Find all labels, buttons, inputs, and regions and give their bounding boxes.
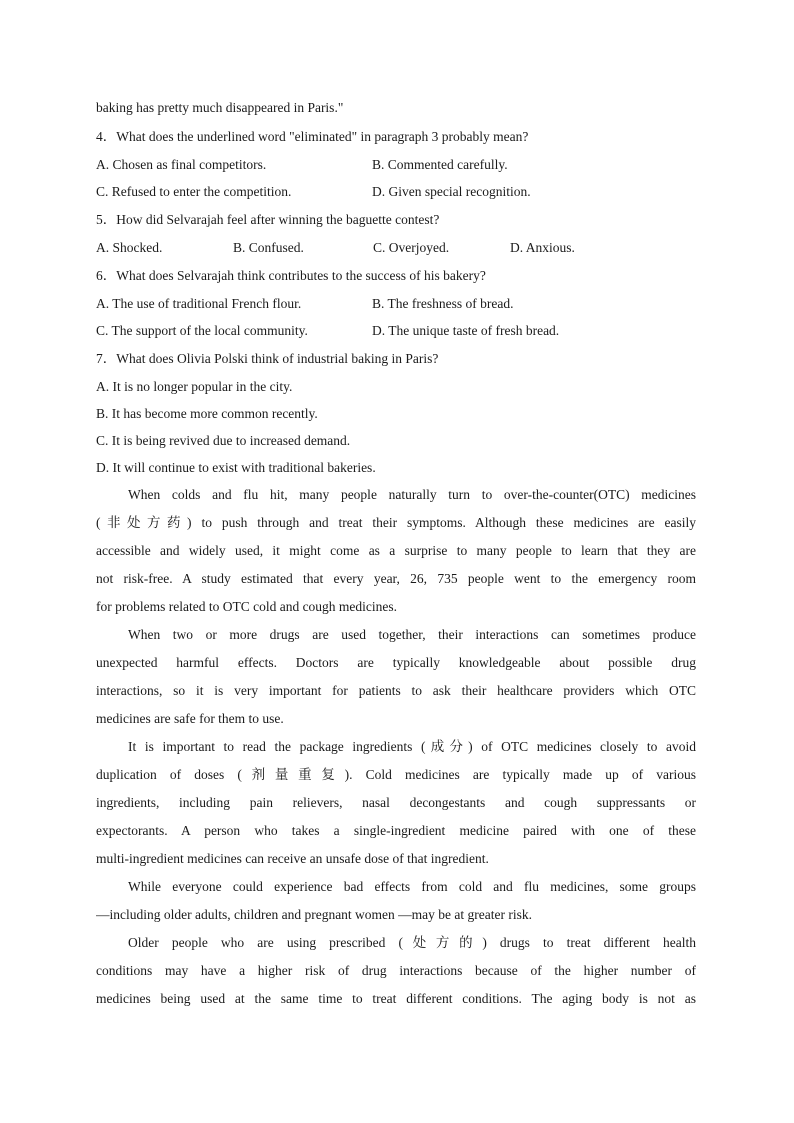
paragraph-line: accessible and widely used, it might come as a surprise to many people to learn that they are xyxy=(96,543,696,558)
question-stem: 6．What does Selvarajah think contributes to the success of his bakery? xyxy=(96,268,486,283)
paragraph-line: not risk-free. A study estimated that every year, 26, 735 people went to the emergency room xyxy=(96,571,696,586)
question-stem: 5．How did Selvarajah feel after winning the baguette contest? xyxy=(96,212,440,227)
paragraph-line: interactions, so it is very important for patients to ask their healthcare providers which OTC xyxy=(96,683,696,698)
paragraph-line: When colds and flu hit, many people naturally turn to over-the-counter(OTC) medicines xyxy=(128,487,696,502)
option-a: A. It is no longer popular in the city. xyxy=(96,379,293,394)
option-row xyxy=(96,290,696,317)
option-b: B. Commented carefully. xyxy=(372,157,508,172)
question-7 xyxy=(96,344,696,481)
passage-paragraph-3 xyxy=(96,733,696,873)
paragraph-line: expectorants. A person who takes a single-ingredient medicine paired with one of these xyxy=(96,823,696,838)
question-4 xyxy=(96,122,696,205)
option-d: D. Given special recognition. xyxy=(372,184,531,199)
paragraph-line: It is important to read the package ingredients (成分) of OTC medicines closely to avoid xyxy=(128,739,696,754)
passage-paragraph-4 xyxy=(96,873,696,929)
option-c: C. The support of the local community. xyxy=(96,323,308,338)
question-stem: 7．What does Olivia Polski think of industrial baking in Paris? xyxy=(96,351,439,366)
paragraph-line: medicines are safe for them to use. xyxy=(96,711,284,726)
paragraph-line: duplication of doses (剂量重复). Cold medicines are typically made up of various xyxy=(96,767,696,782)
option-c: C. It is being revived due to increased demand. xyxy=(96,433,351,448)
paragraph-line: multi-ingredient medicines can receive an unsafe dose of that ingredient. xyxy=(96,851,489,866)
option-a: A. Shocked. xyxy=(96,240,163,255)
paragraph-line: medicines being used at the same time to treat different conditions. The aging body is not as xyxy=(96,991,696,1006)
paragraph-line: (非处方药) to push through and treat their symptoms. Although these medicines are easily xyxy=(96,515,696,530)
option-b: B. The freshness of bread. xyxy=(372,296,514,311)
passage-paragraph-1 xyxy=(96,481,696,621)
option-d: D. It will continue to exist with traditional bakeries. xyxy=(96,460,376,475)
option-a: A. Chosen as final competitors. xyxy=(96,157,267,172)
option-c: C. Overjoyed. xyxy=(373,240,450,255)
paragraph-line: unexpected harmful effects. Doctors are typically knowledgeable about possible drug xyxy=(96,655,696,670)
paragraph-line: When two or more drugs are used together, their interactions can sometimes produce xyxy=(128,627,696,642)
question-stem: 4．What does the underlined word "eliminated" in paragraph 3 probably mean? xyxy=(96,129,529,144)
option-row xyxy=(96,317,696,344)
option-a: A. The use of traditional French flour. xyxy=(96,296,302,311)
question-6 xyxy=(96,261,696,344)
passage-paragraph-5 xyxy=(96,929,696,1013)
paragraph-line: for problems related to OTC cold and cough medicines. xyxy=(96,599,398,614)
document-page xyxy=(96,94,696,1013)
option-b: B. Confused. xyxy=(233,240,304,255)
paragraph-line: Older people who are using prescribed (处方的) drugs to treat different health xyxy=(128,935,696,950)
option-d: D. Anxious. xyxy=(510,240,575,255)
option-row xyxy=(96,151,696,178)
option-c: C. Refused to enter the competition. xyxy=(96,184,292,199)
option-d: D. The unique taste of fresh bread. xyxy=(372,323,560,338)
intro-line: baking has pretty much disappeared in Paris." xyxy=(96,100,344,115)
option-b: B. It has become more common recently. xyxy=(96,406,318,421)
paragraph-line: —including older adults, children and pregnant women —may be at greater risk. xyxy=(96,907,532,922)
option-row xyxy=(96,234,696,261)
paragraph-line: conditions may have a higher risk of drug interactions because of the higher number of xyxy=(96,963,696,978)
passage-paragraph-2 xyxy=(96,621,696,733)
paragraph-line: While everyone could experience bad effects from cold and flu medicines, some groups xyxy=(128,879,696,894)
paragraph-line: ingredients, including pain relievers, nasal decongestants and cough suppressants or xyxy=(96,795,696,810)
question-5 xyxy=(96,205,696,261)
option-row xyxy=(96,178,696,205)
